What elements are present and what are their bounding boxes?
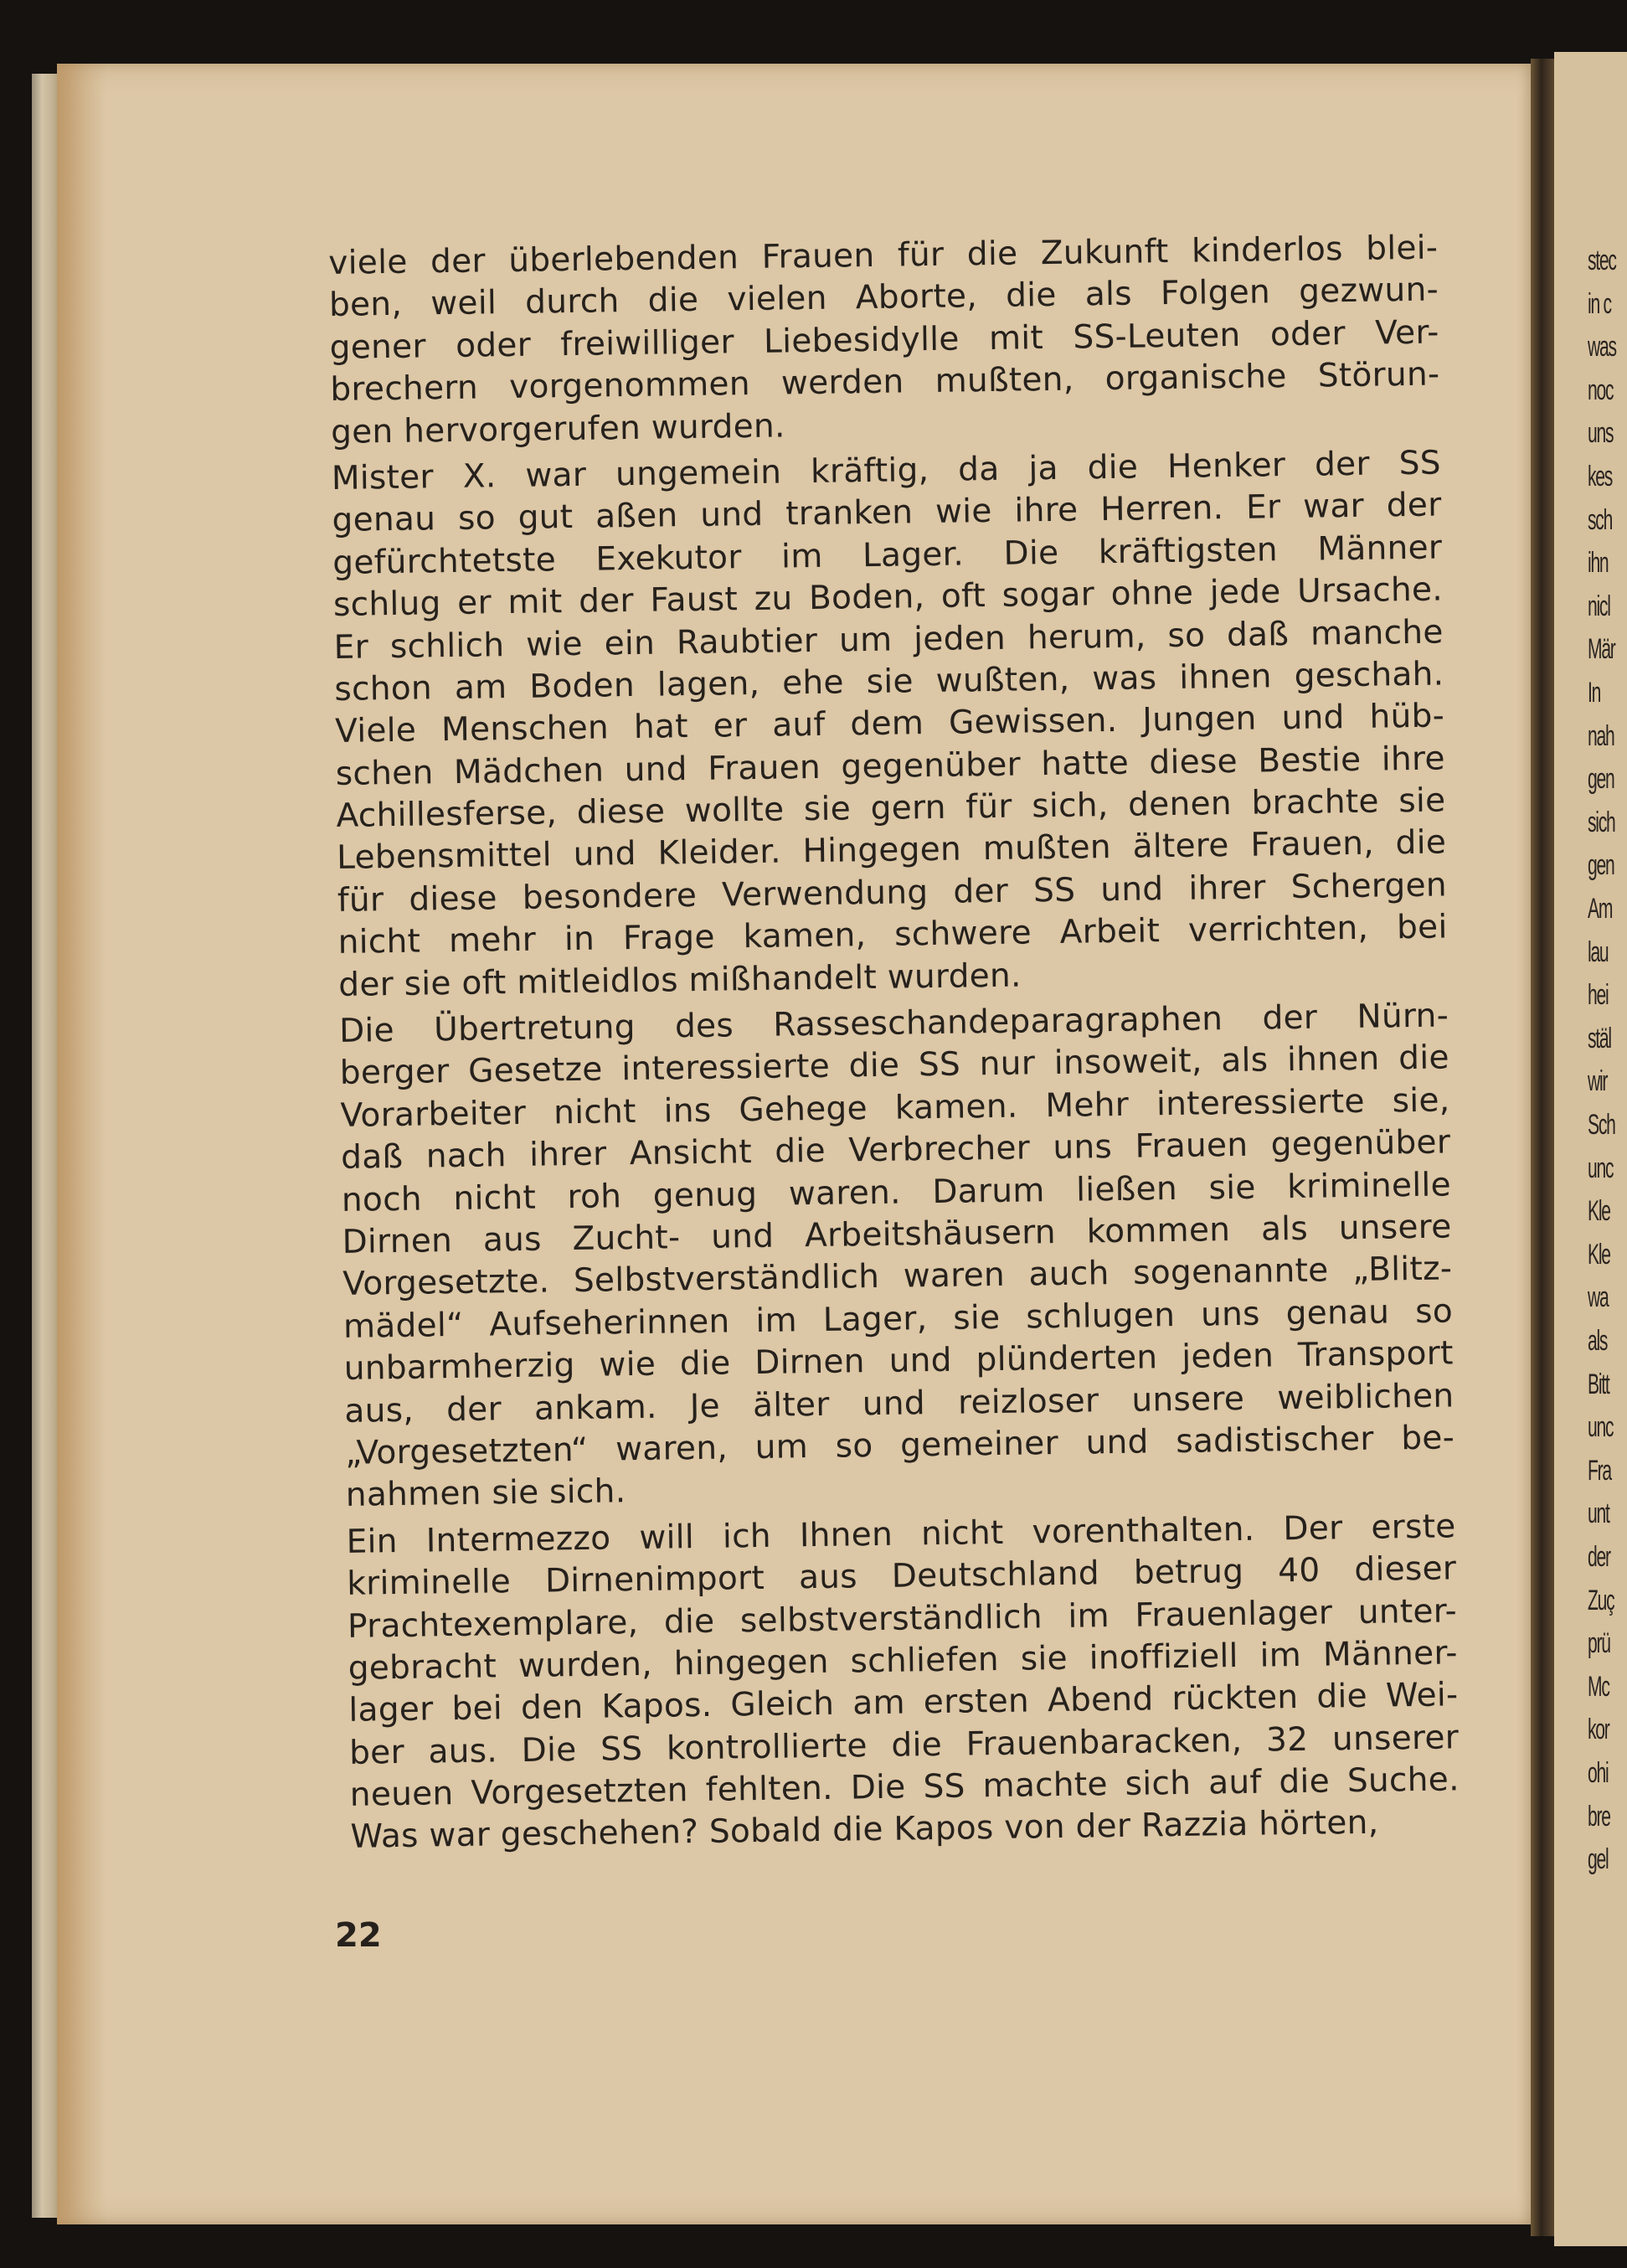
next-page-line: stec (1588, 245, 1616, 276)
next-page-line: kes (1588, 461, 1613, 492)
text-line: neuen Vorgesetzten fehlten. Die SS machte sich auf die Suche. (349, 1760, 1460, 1814)
next-page-line: unc (1588, 1152, 1614, 1184)
text-line: Vorgesetzte. Selbstverständlich waren auch sogenannte „Blitz- (342, 1250, 1453, 1304)
text-line: mädel“ Aufseherinnen im Lager, sie schlugen uns genau so (342, 1292, 1454, 1346)
next-page-line: lau (1588, 936, 1609, 968)
next-page-line: kor (1588, 1714, 1609, 1746)
text-line: berger Gesetze interessierte die SS nur insoweit, als ihnen die (339, 1039, 1450, 1093)
next-page-line: ihn (1588, 547, 1609, 580)
text-line: der sie oft mitleidlos mißhandelt wurden. (338, 956, 1022, 1004)
next-page-line: sch (1588, 503, 1613, 536)
text-line: Vorarbeiter nicht ins Gehege kamen. Mehr interessierte sie, (340, 1081, 1450, 1135)
next-page-line: gen (1588, 763, 1614, 796)
text-line: schlug er mit der Faust zu Boden, oft sogar ohne jede Ursache. (332, 570, 1444, 625)
next-page-line: Fra (1588, 1454, 1611, 1487)
next-page-line: bre (1588, 1800, 1610, 1832)
text-line: Viele Menschen hat er auf dem Gewissen. Jungen und hüb- (334, 697, 1445, 751)
text-line: gener oder freiwilliger Liebesidylle mit SS-Leuten oder Ver- (329, 313, 1439, 367)
text-line: lager bei den Kapos. Gleich am ersten Abend rückten die Wei- (348, 1676, 1459, 1730)
next-page-line: sich (1588, 806, 1615, 838)
text-line: ben, weil durch die vielen Aborte, die als Folgen gezwun- (328, 271, 1439, 325)
paragraph (328, 228, 1440, 454)
next-page-line: Zuç (1588, 1584, 1614, 1616)
next-page-line: uns (1588, 417, 1614, 450)
text-line: Prachtexemplare, die selbstverständlich im Frauenlager unter- (347, 1591, 1458, 1646)
text-line: gebracht wurden, hingegen schliefen sie inoffiziell im Männer- (348, 1634, 1458, 1688)
text-line: Ein Intermezzo will ich Ihnen nicht vorenthalten. Der erste (346, 1508, 1456, 1561)
body-text (328, 228, 1460, 1859)
text-line: daß nach ihrer Ansicht die Verbrecher uns Frauen gegenüber (340, 1123, 1451, 1178)
paragraph (332, 442, 1449, 1007)
next-page-line: nicl (1588, 590, 1610, 622)
next-page-line: gen (1588, 849, 1614, 882)
next-page-line: Kle (1588, 1238, 1610, 1271)
next-page-line: unc (1588, 1411, 1614, 1444)
paragraph (346, 1506, 1460, 1859)
text-line: Die Übertretung des Rasseschandeparagraphen der Nürn- (338, 997, 1449, 1050)
text-line: nicht mehr in Frage kamen, schwere Arbeit verrichten, bei (337, 908, 1448, 962)
next-page-line: nah (1588, 719, 1614, 752)
next-page-line: Sch (1588, 1109, 1615, 1141)
text-line: gefürchtetste Exekutor im Lager. Die kräftigsten Männer (332, 528, 1443, 582)
page-edge (32, 74, 57, 2218)
text-line: für diese besondere Verwendung der SS und ihrer Schergen (337, 866, 1448, 920)
next-page-line: Mär (1588, 633, 1615, 666)
text-line: schon am Boden lagen, ehe sie wußten, was ihnen geschah. (334, 655, 1444, 709)
next-page-line: hei (1588, 979, 1609, 1012)
next-page-line: noc (1588, 374, 1614, 406)
next-page-line: prü (1588, 1627, 1610, 1660)
next-page-line: unt (1588, 1497, 1609, 1530)
text-line: Er schlich wie ein Raubtier um jeden herum, so daß manche (333, 612, 1444, 667)
next-page-line: was (1588, 331, 1616, 363)
text-line: aus, der ankam. Je älter und reizloser unsere weiblichen (344, 1376, 1455, 1430)
book-gutter (1531, 59, 1554, 2236)
text-line: noch nicht roh genug waren. Darum ließen sie kriminelle (341, 1165, 1452, 1219)
text-line: schen Mädchen und Frauen gegenüber hatte diese Bestie ihre (335, 740, 1446, 793)
text-line: viele der überlebenden Frauen für die Zukunft kinderlos blei- (328, 229, 1439, 282)
next-page-line: gel (1588, 1843, 1609, 1876)
text-line: unbarmherzig wie die Dirnen und plünderten jeden Transport (343, 1334, 1454, 1389)
next-page-line: als (1588, 1325, 1608, 1357)
text-line: nahmen sie sich. (345, 1472, 626, 1515)
text-line: genau so gut aßen und tranken wie ihre Herren. Er war der (332, 486, 1442, 540)
next-page-line: wa (1588, 1281, 1609, 1314)
paragraph (339, 995, 1455, 1517)
text-line: Lebensmittel und Kleider. Hingegen mußten ältere Frauen, die (336, 823, 1447, 878)
next-page-line: in c (1588, 287, 1611, 320)
next-page-fragment (1554, 52, 1627, 2246)
next-page-line: ohi (1588, 1757, 1609, 1789)
next-page-line: Am (1588, 893, 1613, 925)
next-page-line: stäl (1588, 1022, 1611, 1054)
text-line: Dirnen aus Zucht- und Arbeitshäusern kommen als unsere (342, 1208, 1452, 1261)
next-page-line: Mc (1588, 1670, 1609, 1703)
next-page-line: wir (1588, 1065, 1608, 1098)
next-page-line: Bitt (1588, 1368, 1609, 1400)
text-line: brechern vorgenommen werden mußten, organische Störun- (330, 355, 1440, 410)
next-page-line: In (1588, 677, 1601, 709)
text-line: kriminelle Dirnenimport aus Deutschland betrug 40 dieser (347, 1549, 1457, 1603)
page-number: 22 (335, 1916, 382, 1955)
text-line: Was war geschehen? Sobald die Kapos von der Razzia hörten, (350, 1804, 1379, 1857)
next-page-line: Kle (1588, 1195, 1610, 1228)
text-line: Mister X. war ungemein kräftig, da ja die Henker der SS (331, 444, 1442, 497)
text-line: ber aus. Die SS kontrollierte die Frauenbaracken, 32 unserer (348, 1718, 1460, 1772)
text-line: gen hervorgerufen wurden. (330, 406, 785, 451)
text-line: Achillesferse, diese wollte sie gern für sich, denen brachte sie (336, 781, 1446, 836)
next-page-line: der (1588, 1541, 1610, 1573)
text-line: „Vorgesetzten“ waren, um so gemeiner und sadistischer be- (344, 1419, 1455, 1472)
